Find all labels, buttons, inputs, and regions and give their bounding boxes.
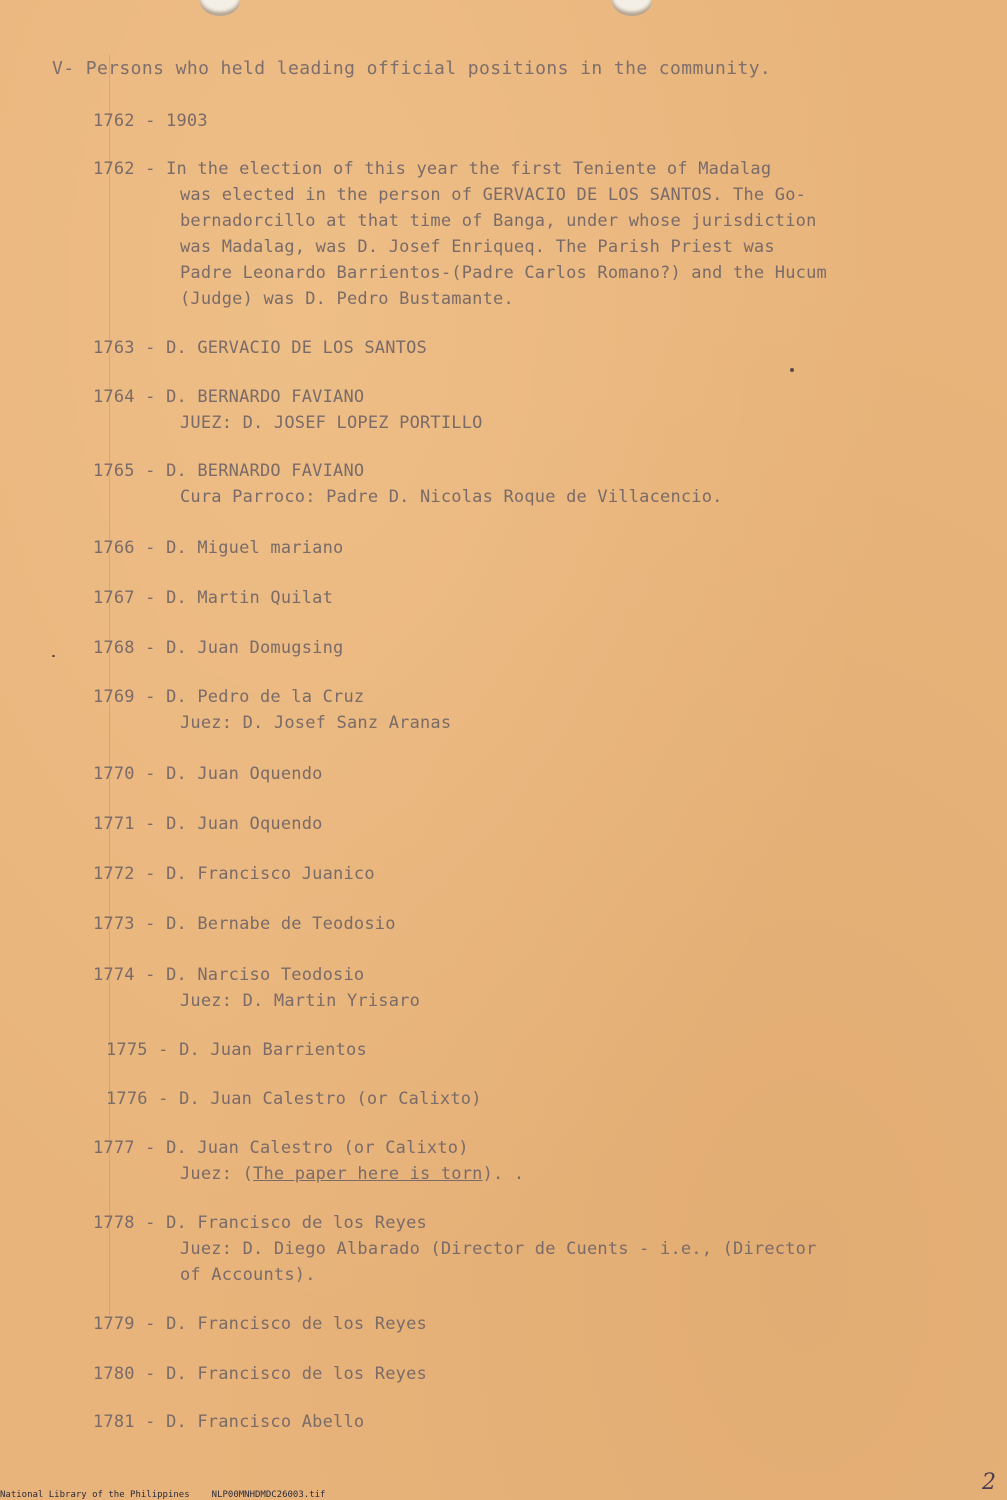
entry-year: 1774 xyxy=(93,965,135,985)
entry-text: Juez: D. Josef Sanz Aranas xyxy=(180,713,452,733)
entry-1768: 1768 - D. Juan Domugsing xyxy=(93,638,344,658)
entry-year: 1781 xyxy=(93,1412,135,1432)
entry-year: 1779 xyxy=(93,1314,135,1334)
entry-text: was elected in the person of GERVACIO DE LOS SANTOS. The Go- xyxy=(180,185,807,205)
entry-1775: 1775 - D. Juan Barrientos xyxy=(106,1040,367,1060)
entry-1773: 1773 - D. Bernabe de Teodosio xyxy=(93,914,396,934)
entry-text: D. Pedro de la Cruz xyxy=(166,687,365,707)
entry-1769: 1769 - D. Pedro de la Cruz Juez: D. Josef Sanz Aranas xyxy=(93,684,451,736)
entry-text: D. BERNARDO FAVIANO xyxy=(166,387,365,407)
entry-text: D. Juan Oquendo xyxy=(166,764,323,784)
entry-1777: 1777 - D. Juan Calestro (or Calixto) Juez: (The paper here is torn). . xyxy=(93,1135,524,1187)
entry-1779: 1779 - D. Francisco de los Reyes xyxy=(93,1314,427,1334)
entry-1764: 1764 - D. BERNARDO FAVIANO JUEZ: D. JOSEF LOPEZ PORTILLO xyxy=(93,384,483,436)
entry-text: D. Bernabe de Teodosio xyxy=(166,914,396,934)
torn-note-prefix: Juez: xyxy=(180,1164,243,1184)
entry-1767: 1767 - D. Martin Quilat xyxy=(93,588,334,608)
entry-1762: 1762 - In the election of this year the first Teniente of Madalag was elected in the person of GERVACIO DE LOS SANTOS. The Go- bernadorcillo at that time of Banga, under whose jurisdiction was Madalag, was D. Josef Enriqueq. The Parish Priest was Padre Leonardo Barrientos-(Padre Carlos Romano?) and the Hucum (Judge) was D. Pedro Bustamante. xyxy=(93,156,827,312)
punch-hole-right xyxy=(612,0,652,16)
entry-year: 1762 xyxy=(93,159,135,179)
entry-1770: 1770 - D. Juan Oquendo xyxy=(93,764,323,784)
footer xyxy=(0,1490,325,1500)
entry-year: 1780 xyxy=(93,1364,135,1384)
entry-text: D. Francisco de los Reyes xyxy=(166,1314,427,1334)
section-heading: V- Persons who held leading official positions in the community. xyxy=(52,58,772,79)
entry-year: 1777 xyxy=(93,1138,135,1158)
entry-year: 1763 xyxy=(93,338,135,358)
footer-library: National Library of the Philippines xyxy=(0,1490,190,1500)
entry-text: D. Juan Calestro (or Calixto) xyxy=(179,1089,482,1109)
entry-1776: 1776 - D. Juan Calestro (or Calixto) xyxy=(106,1089,482,1109)
entry-year: 1769 xyxy=(93,687,135,707)
entry-1772: 1772 - D. Francisco Juanico xyxy=(93,864,375,884)
entry-text: D. Francisco de los Reyes xyxy=(166,1364,427,1384)
entry-text: D. Juan Oquendo xyxy=(166,814,323,834)
entry-text: Cura Parroco: Padre D. Nicolas Roque de Villacencio. xyxy=(180,487,723,507)
entry-year: 1773 xyxy=(93,914,135,934)
entry-year: 1776 xyxy=(106,1089,148,1109)
entry-text: D. Juan Barrientos xyxy=(179,1040,367,1060)
entry-text: Juez: D. Diego Albarado (Director de Cuents - i.e., (Director xyxy=(180,1239,817,1259)
entry-1774: 1774 - D. Narciso Teodosio Juez: D. Martin Yrisaro xyxy=(93,962,420,1014)
entry-1765: 1765 - D. BERNARDO FAVIANO Cura Parroco: Padre D. Nicolas Roque de Villacencio. xyxy=(93,458,723,510)
entry-year: 1771 xyxy=(93,814,135,834)
year-range xyxy=(93,108,208,134)
entry-text: D. Miguel mariano xyxy=(166,538,344,558)
entry-text: (Judge) was D. Pedro Bustamante. xyxy=(180,289,514,309)
entry-text: D. Narciso Teodosio xyxy=(166,965,365,985)
entry-text: Juez: D. Martin Yrisaro xyxy=(180,991,421,1011)
entry-text: was Madalag, was D. Josef Enriqueq. The Parish Priest was xyxy=(180,237,775,257)
entry-text: of Accounts). xyxy=(180,1265,316,1285)
entry-text: JUEZ: D. JOSEF LOPEZ PORTILLO xyxy=(180,413,483,433)
ink-speck xyxy=(790,368,794,372)
entry-year: 1766 xyxy=(93,538,135,558)
torn-note-suffix: ). . xyxy=(482,1164,525,1184)
punch-hole-left xyxy=(200,0,240,16)
entry-text: D. BERNARDO FAVIANO xyxy=(166,461,365,481)
entry-text: D. Francisco Abello xyxy=(166,1412,365,1432)
entry-year: 1767 xyxy=(93,588,135,608)
ink-speck xyxy=(52,655,55,657)
torn-note: Juez: (The paper here is torn). . xyxy=(180,1164,525,1184)
entry-year: 1770 xyxy=(93,764,135,784)
entry-text: bernadorcillo at that time of Banga, under whose jurisdiction xyxy=(180,211,817,231)
entry-1778: 1778 - D. Francisco de los Reyes Juez: D. Diego Albarado (Director de Cuents - i.e., (Director of Accounts). xyxy=(93,1210,817,1288)
entry-text: D. Juan Calestro (or Calixto) xyxy=(166,1138,469,1158)
entry-year: 1775 xyxy=(106,1040,148,1060)
entry-year: 1772 xyxy=(93,864,135,884)
entry-year: 1765 xyxy=(93,461,135,481)
entry-1766: 1766 - D. Miguel mariano xyxy=(93,538,344,558)
entry-text: In the election of this year the first Teniente of Madalag xyxy=(166,159,772,179)
entry-text: D. Francisco Juanico xyxy=(166,864,375,884)
entry-1780: 1780 - D. Francisco de los Reyes xyxy=(93,1364,427,1384)
entry-year: 1764 xyxy=(93,387,135,407)
entry-text: D. Martin Quilat xyxy=(166,588,334,608)
footer-file: NLP00MNHDMDC26003.tif xyxy=(211,1490,326,1500)
torn-note-underlined: The paper here is torn xyxy=(253,1164,483,1184)
entry-text: D. Juan Domugsing xyxy=(166,638,344,658)
entry-1771: 1771 - D. Juan Oquendo xyxy=(93,814,323,834)
entry-1781: 1781 - D. Francisco Abello xyxy=(93,1412,365,1432)
entry-1763: 1763 - D. GERVACIO DE LOS SANTOS xyxy=(93,338,427,358)
entry-text: Padre Leonardo Barrientos-(Padre Carlos Romano?) and the Hucum xyxy=(180,263,827,283)
entry-year: 1768 xyxy=(93,638,135,658)
entry-year: 1778 xyxy=(93,1213,135,1233)
entry-text: D. Francisco de los Reyes xyxy=(166,1213,427,1233)
year-range-text: 1762 - 1903 xyxy=(93,111,208,131)
entry-text: D. GERVACIO DE LOS SANTOS xyxy=(166,338,427,358)
page-number: 2 xyxy=(982,1470,996,1495)
